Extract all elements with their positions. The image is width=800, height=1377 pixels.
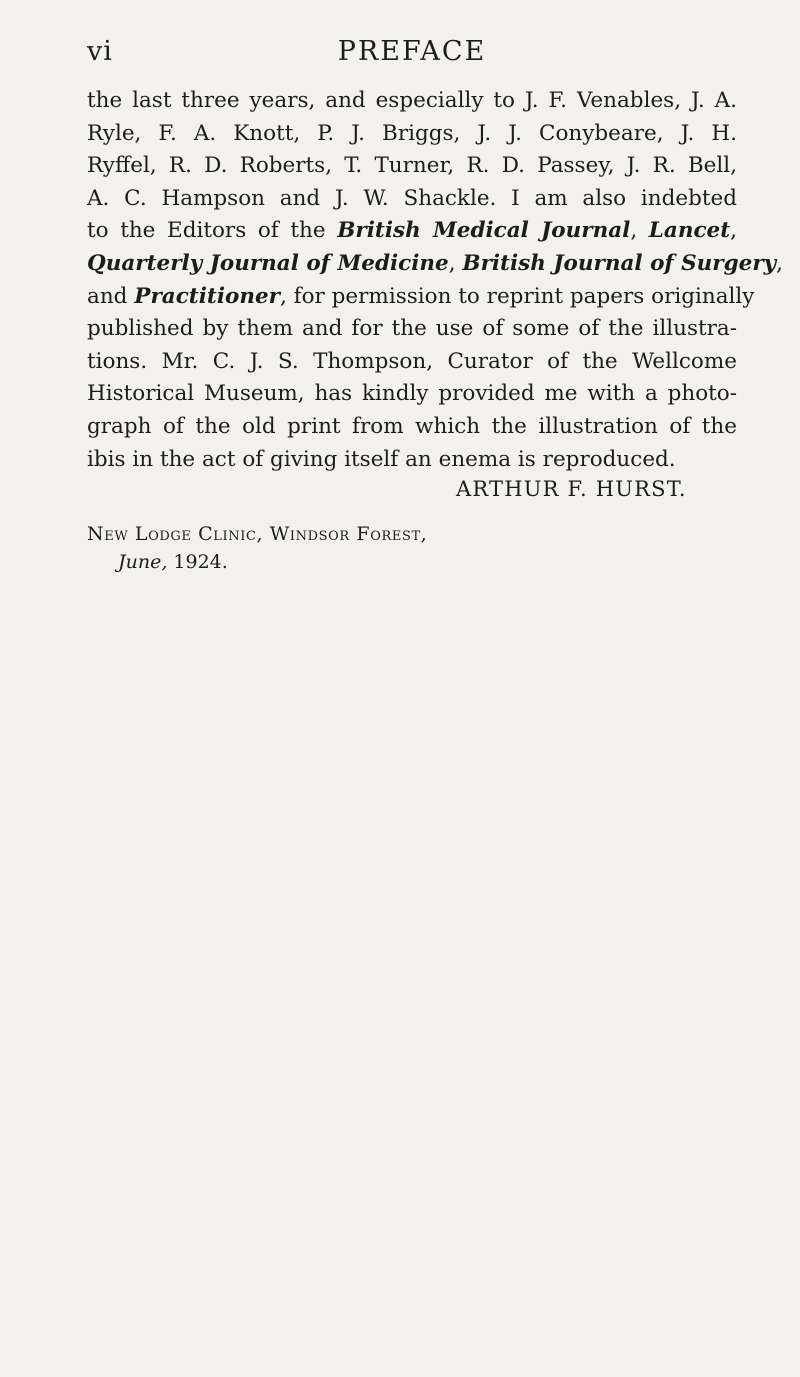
text-line: Quarterly Journal of Medicine, British Journal of Surgery,	[87, 250, 783, 276]
journal-title: Lancet	[648, 218, 731, 244]
text-line: the last three years, and especially to J. F. Venables, J. A.	[87, 88, 737, 113]
text-line: A. C. Hampson and J. W. Shackle. I am also indebted	[87, 185, 737, 211]
text-line: ibis in the act of giving itself an enema is reproduced.	[87, 446, 676, 472]
running-title: PREFACE	[337, 36, 487, 67]
preface-paragraph	[87, 85, 783, 476]
journal-title: British Medical Journal	[337, 218, 631, 244]
text-line: Ryffel, R. D. Roberts, T. Turner, R. D. Passey, J. R. Bell,	[87, 153, 737, 179]
text-line: and Practitioner, for permission to reprint papers originally	[87, 283, 755, 309]
text-fragment: for permission to reprint papers originally	[293, 283, 755, 309]
date-line	[118, 551, 228, 573]
text-line: tions. Mr. C. J. S. Thompson, Curator of the Wellcome	[87, 348, 737, 374]
date-month: June,	[118, 551, 168, 573]
journal-title: Quarterly Journal of Medicine	[87, 250, 449, 276]
page-number: vi	[87, 36, 113, 67]
text-fragment: and	[87, 283, 128, 309]
date-year: 1924.	[173, 551, 228, 573]
author-signature: ARTHUR F. HURST.	[456, 477, 687, 501]
text-line: published by them and for the use of some of the illustra-	[87, 316, 737, 342]
text-fragment: to the Editors of the	[87, 218, 326, 244]
text-line: to the Editors of the British Medical Journal, Lancet,	[87, 218, 738, 244]
journal-title: British Journal of Surgery	[462, 250, 777, 276]
text-line: graph of the old print from which the illustration of the	[87, 413, 737, 439]
text-line: Ryle, F. A. Knott, P. J. Briggs, J. J. Conybeare, J. H.	[87, 120, 737, 146]
place-line: New Lodge Clinic, Windsor Forest,	[87, 523, 428, 545]
journal-title: Practitioner	[134, 283, 280, 309]
page-header	[87, 36, 737, 76]
text-line: Historical Museum, has kindly provided me with a photo-	[87, 381, 737, 407]
